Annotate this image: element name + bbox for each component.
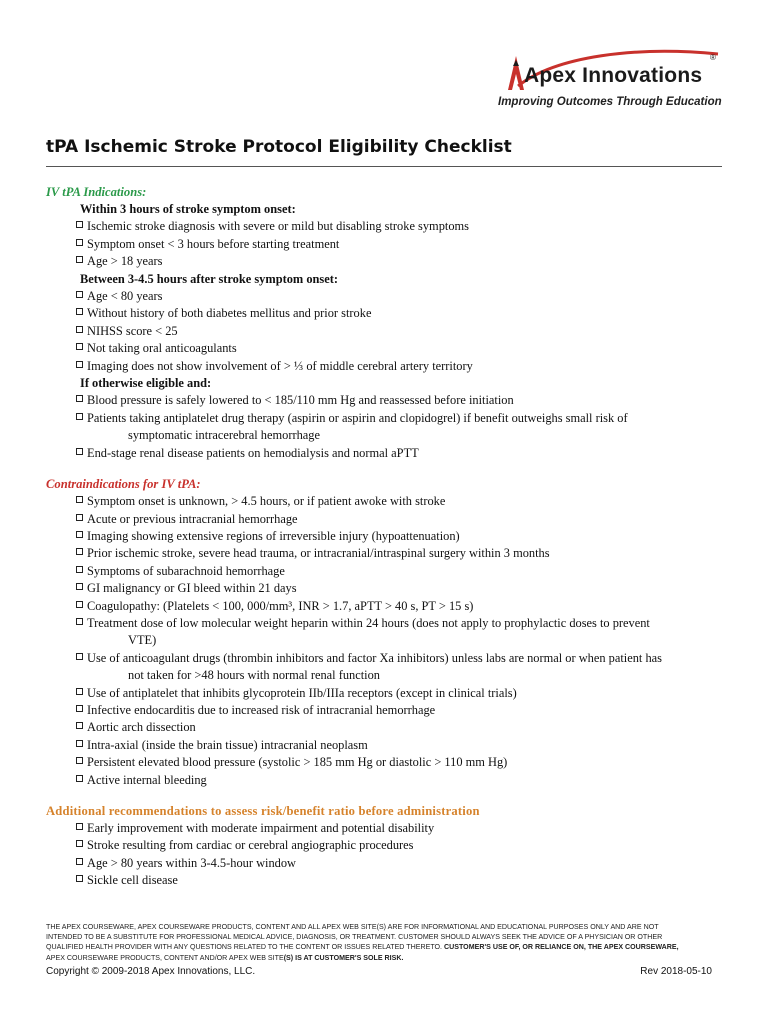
checklist-item[interactable]: Ischemic stroke diagnosis with severe or mild but disabling stroke symptoms [46,218,722,235]
checkbox-icon[interactable] [76,583,83,590]
checklist-item[interactable]: Without history of both diabetes mellitus and prior stroke [46,305,722,322]
checkbox-icon[interactable] [76,775,83,782]
checkbox-icon[interactable] [76,256,83,263]
additional-recommendations-list [46,820,722,890]
checklist-item[interactable]: Imaging does not show involvement of > ⅓ of middle cerebral artery territory [46,358,722,375]
checkbox-icon[interactable] [76,823,83,830]
checkbox-icon[interactable] [76,308,83,315]
checklist-content [46,184,722,890]
logo-name: Apex Innovations [524,64,703,87]
checklist-item[interactable]: Intra-axial (inside the brain tissue) intracranial neoplasm [46,737,722,754]
checkbox-icon[interactable] [76,343,83,350]
subheading-within-3-hours: Within 3 hours of stroke symptom onset: [80,202,296,216]
checklist-item[interactable]: Treatment dose of low molecular weight heparin within 24 hours (does not apply to prophylactic doses to prevent VTE) [46,615,722,650]
registered-mark: ® [710,53,716,62]
checklist-item[interactable]: Aortic arch dissection [46,719,722,736]
checklist-item[interactable]: Active internal bleeding [46,772,722,789]
checkbox-icon[interactable] [76,548,83,555]
checkbox-icon[interactable] [76,722,83,729]
checklist-item[interactable]: Symptoms of subarachnoid hemorrhage [46,563,722,580]
checkbox-icon[interactable] [76,531,83,538]
copyright-notice: Copyright © 2009-2018 Apex Innovations, LLC. [46,966,256,977]
apex-logo [496,44,722,114]
checkbox-icon[interactable] [76,705,83,712]
subheading-if-otherwise-eligible: If otherwise eligible and: [80,376,212,391]
checklist-item[interactable]: Use of antiplatelet that inhibits glycoprotein IIb/IIIa receptors (except in clinical trials) [46,685,722,702]
checkbox-icon[interactable] [76,653,83,660]
checkbox-icon[interactable] [76,291,83,298]
checklist-item[interactable]: Sickle cell disease [46,872,722,889]
checklist-item[interactable]: Not taking oral anticoagulants [46,340,722,357]
checklist-item[interactable]: GI malignancy or GI bleed within 21 days [46,580,722,597]
title-divider [46,166,722,167]
checklist-item[interactable]: Age < 80 years [46,288,722,305]
checklist-item[interactable]: Use of anticoagulant drugs (thrombin inhibitors and factor Xa inhibitors) unless labs are normal or when patient has not taken for >48 hours with normal renal function [46,650,722,685]
checkbox-icon[interactable] [76,688,83,695]
checkbox-icon[interactable] [76,566,83,573]
checkbox-icon[interactable] [76,239,83,246]
checkbox-icon[interactable] [76,740,83,747]
revision-date: Rev 2018-05-10 [640,966,712,977]
checkbox-icon[interactable] [76,395,83,402]
checkbox-icon[interactable] [76,413,83,420]
checkbox-icon[interactable] [76,618,83,625]
additional-recommendations-heading: Additional recommendations to assess risk/benefit ratio before administration [46,804,480,818]
checkbox-icon[interactable] [76,858,83,865]
checkbox-icon[interactable] [76,840,83,847]
checklist-item[interactable]: NIHSS score < 25 [46,323,722,340]
checkbox-icon[interactable] [76,448,83,455]
checkbox-icon[interactable] [76,221,83,228]
contraindications-list [46,493,722,789]
checkbox-icon[interactable] [76,875,83,882]
checklist-item[interactable]: Acute or previous intracranial hemorrhage [46,511,722,528]
checklist-item[interactable]: Patients taking antiplatelet drug therapy (aspirin or aspirin and clopidogrel) if benefit outweighs small risk of symptomatic intracerebral hemorrhage [46,410,722,445]
checklist-item[interactable]: Blood pressure is safely lowered to < 185/110 mm Hg and reassessed before initiation [46,392,722,409]
checklist-item[interactable]: Age > 18 years [46,253,722,270]
checklist-item[interactable]: Imaging showing extensive regions of irreversible injury (hypoattenuation) [46,528,722,545]
checkbox-icon[interactable] [76,496,83,503]
checklist-item[interactable]: Symptom onset is unknown, > 4.5 hours, or if patient awoke with stroke [46,493,722,510]
page-title: tPA Ischemic Stroke Protocol Eligibility Checklist [46,137,512,157]
checklist-item[interactable]: Early improvement with moderate impairment and potential disability [46,820,722,837]
logo-tagline: Improving Outcomes Through Education [498,96,722,108]
contraindications-heading: Contraindications for IV tPA: [46,477,201,492]
legal-disclaimer: THE APEX COURSEWARE, APEX COURSEWARE PRODUCTS, CONTENT AND ALL APEX WEB SITE(S) ARE FOR INFORMATIONAL AND EDUCATIONAL PURPOSES ONLY AND ARE NOT INTENDED TO BE A SUBSTITUTE FOR PROFESSIONAL MEDICAL ADVICE, DIAGNOSIS, OR TREATMENT. CUSTOMER SHOULD ALWAYS SEEK THE ADVICE OF A PHYSICIAN OR OTHER QUALIFIED HEALTH PROVIDER WITH ANY QUESTIONS RELATED TO THE CONTENT OR ISSUES RELATED THERETO. CUSTOMER'S USE OF, OR RELIANCE ON, THE APEX COURSEWARE, APEX COURSEWARE PRODUCTS, CONTENT AND/OR APEX WEB SITE(S) IS AT CUSTOMER'S SOLE RISK. [46,923,679,962]
checklist-item[interactable]: End-stage renal disease patients on hemodialysis and normal aPTT [46,445,722,462]
checklist-item[interactable]: Prior ischemic stroke, severe head trauma, or intracranial/intraspinal surgery within 3 months [46,545,722,562]
subheading-3-to-4-5-hours: Between 3-4.5 hours after stroke symptom onset: [80,271,338,286]
checklist-item[interactable]: Stroke resulting from cardiac or cerebral angiographic procedures [46,837,722,854]
checkbox-icon[interactable] [76,757,83,764]
checklist-item[interactable]: Coagulopathy: (Platelets < 100, 000/mm³, INR > 1.7, aPTT > 40 s, PT > 15 s) [46,598,722,615]
indications-heading: IV tPA Indications: [46,185,147,199]
checkbox-icon[interactable] [76,361,83,368]
checklist-item[interactable]: Persistent elevated blood pressure (systolic > 185 mm Hg or diastolic > 110 mm Hg) [46,754,722,771]
checklist-item[interactable]: Infective endocarditis due to increased risk of intracranial hemorrhage [46,702,722,719]
checkbox-icon[interactable] [76,601,83,608]
checklist-item[interactable]: Symptom onset < 3 hours before starting treatment [46,236,722,253]
checklist-item[interactable]: Age > 80 years within 3-4.5-hour window [46,855,722,872]
checkbox-icon[interactable] [76,514,83,521]
checkbox-icon[interactable] [76,326,83,333]
